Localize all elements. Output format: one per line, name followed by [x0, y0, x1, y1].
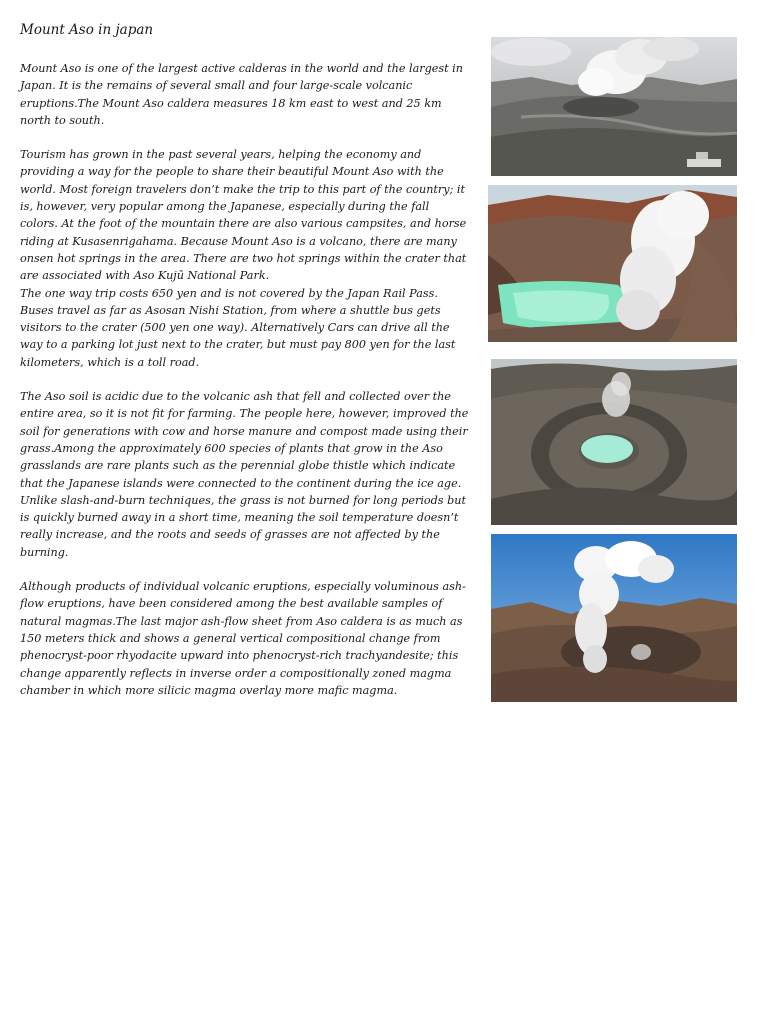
- crater-aerial-lake-photo: [491, 359, 737, 525]
- page-title: Mount Aso in japan: [20, 22, 154, 38]
- paragraph-intro: Mount Aso is one of the largest active calderas in the world and the largest in Japan. It is the remains of several small and four large-scale volcanic eruptions.The Mount Aso caldera measures 18 km east to west and 25 km north to south.: [20, 62, 463, 127]
- paragraph-soil: The Aso soil is acidic due to the volcanic ash that fell and collected over the entire area, so it is not fit for farming. The people here, however, improved the soil for generations with cow and horse manure and compost made using their grass.Among the approximately 600 species of plants that grow in the Aso grasslands are rare plants such as the perennial globe thistle which indicate that the Japanese islands were connected to the continent during the ice age. Unlike slash-and-burn techniques, the grass is not burned for long periods but is quickly burned away in a short time, meaning the soil temperature doesn’t really increase, and the roots and seeds of grasses are not affected by the burning.: [20, 390, 469, 559]
- paragraph-tourism: Tourism has grown in the past several years, helping the economy and providing a way for the people to share their beautiful Mount Aso with the world. Most foreign travelers don’t make the trip to this part of the country; it is, however, very popular among the Japanese, especially during the fall colors. At the foot of the mountain there are also various campsites, and horse riding at Kusasenrigahama. Because Mount Aso is a volcano, there are many onsen hot springs in the area. There are two hot springs within the crater that are associated with Aso Kujū National Park. The one way trip costs 650 yen and is not covered by the Japan Rail Pass. Buses travel as far as Asosan Nishi Station, from where a shuttle bus gets visitors to the crater (500 yen one way). Alternatively Cars can drive all the way to a parking lot just next to the crater, but must pay 800 yen for the last kilometers, which is a toll road.: [20, 148, 467, 369]
- aso-aerial-photo: [491, 37, 737, 176]
- paragraph-geology: Although products of individual volcanic eruptions, especially voluminous ash-flow eruptions, have been considered among the best available samples of natural magmas.The last major ash-flow sheet from Aso caldera is as much as 150 meters thick and shows a general vertical compositional change from phenocryst-poor rhyodacite upward into phenocryst-rich trachyandesite; this change apparently reflects in inverse order a compositionally zoned magma chamber in which more silicic magma overlay more mafic magma.: [20, 580, 466, 697]
- crater-lake-closeup-photo: [488, 185, 737, 342]
- eruption-plume-photo: [491, 534, 737, 702]
- article-body: [20, 60, 470, 716]
